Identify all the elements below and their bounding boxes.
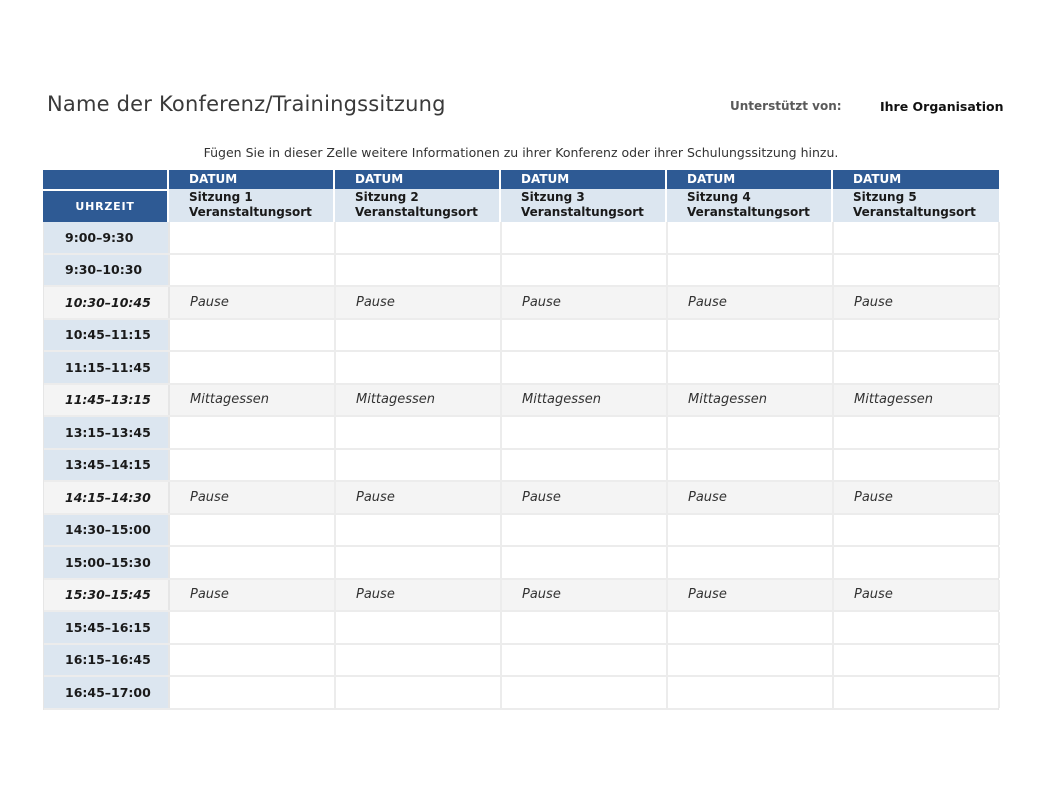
schedule-cell[interactable]: Mittagessen xyxy=(834,385,1000,416)
time-slot-cell[interactable]: 9:30–10:30 xyxy=(44,255,170,286)
schedule-cell[interactable] xyxy=(502,255,668,286)
schedule-cell[interactable] xyxy=(170,612,336,643)
info-subtitle[interactable]: Fügen Sie in dieser Zelle weitere Informationen zu ihrer Konferenz oder ihrer Schulungssitzung hinzu. xyxy=(203,145,839,160)
table-row xyxy=(44,677,998,710)
schedule-cell[interactable] xyxy=(336,417,502,448)
schedule-cell[interactable] xyxy=(502,320,668,351)
schedule-cell[interactable] xyxy=(336,222,502,253)
break-row xyxy=(44,482,998,515)
schedule-cell[interactable] xyxy=(336,255,502,286)
schedule-cell[interactable] xyxy=(834,222,1000,253)
schedule-cell[interactable]: Pause xyxy=(502,287,668,318)
schedule-cell[interactable] xyxy=(170,547,336,578)
time-slot-cell[interactable]: 14:30–15:00 xyxy=(44,515,170,546)
schedule-cell[interactable] xyxy=(170,222,336,253)
schedule-cell[interactable] xyxy=(834,677,1000,708)
date-cell[interactable]: DATUM xyxy=(501,170,667,189)
schedule-body xyxy=(43,222,999,710)
schedule-cell[interactable] xyxy=(336,450,502,481)
schedule-cell[interactable] xyxy=(502,222,668,253)
venue-name: Veranstaltungsort xyxy=(687,205,810,219)
time-slot-cell[interactable]: 14:15–14:30 xyxy=(44,482,170,513)
schedule-cell[interactable] xyxy=(502,515,668,546)
schedule-cell[interactable] xyxy=(170,645,336,676)
date-header-row xyxy=(43,170,999,189)
time-slot-cell[interactable]: 15:00–15:30 xyxy=(44,547,170,578)
schedule-cell[interactable]: Pause xyxy=(834,287,1000,318)
session-name: Sitzung 4 xyxy=(687,190,751,204)
session-name: Sitzung 2 xyxy=(355,190,419,204)
schedule-cell[interactable] xyxy=(834,417,1000,448)
session-header-cell[interactable] xyxy=(833,189,999,222)
time-slot-cell[interactable]: 13:45–14:15 xyxy=(44,450,170,481)
schedule-cell[interactable]: Pause xyxy=(170,482,336,513)
schedule-cell[interactable] xyxy=(502,352,668,383)
schedule-cell[interactable] xyxy=(502,645,668,676)
schedule-cell[interactable] xyxy=(170,450,336,481)
time-slot-cell[interactable]: 15:30–15:45 xyxy=(44,580,170,611)
schedule-cell[interactable]: Pause xyxy=(502,580,668,611)
session-header-cell[interactable] xyxy=(169,189,335,222)
schedule-cell[interactable]: Pause xyxy=(668,287,834,318)
schedule-cell[interactable] xyxy=(336,612,502,643)
session-name: Sitzung 5 xyxy=(853,190,917,204)
table-row xyxy=(44,450,998,483)
session-header-row xyxy=(43,189,999,222)
schedule-cell[interactable]: Pause xyxy=(834,482,1000,513)
date-cell[interactable]: DATUM xyxy=(335,170,501,189)
schedule-cell[interactable]: Mittagessen xyxy=(336,385,502,416)
schedule-cell[interactable] xyxy=(668,417,834,448)
schedule-cell[interactable] xyxy=(502,417,668,448)
schedule-cell[interactable] xyxy=(668,255,834,286)
schedule-cell[interactable]: Pause xyxy=(336,482,502,513)
schedule-cell[interactable] xyxy=(668,222,834,253)
time-slot-cell[interactable]: 13:15–13:45 xyxy=(44,417,170,448)
time-slot-cell[interactable]: 10:30–10:45 xyxy=(44,287,170,318)
time-slot-cell[interactable]: 9:00–9:30 xyxy=(44,222,170,253)
organization-name[interactable]: Ihre Organisation xyxy=(880,99,1004,114)
schedule-cell[interactable] xyxy=(668,677,834,708)
schedule-cell[interactable] xyxy=(336,547,502,578)
schedule-cell[interactable] xyxy=(668,352,834,383)
time-slot-cell[interactable]: 16:15–16:45 xyxy=(44,645,170,676)
break-row xyxy=(44,385,998,418)
schedule-cell[interactable]: Pause xyxy=(336,580,502,611)
time-slot-cell[interactable]: 15:45–16:15 xyxy=(44,612,170,643)
venue-name: Veranstaltungsort xyxy=(355,205,478,219)
schedule-cell[interactable] xyxy=(502,612,668,643)
time-slot-cell[interactable]: 10:45–11:15 xyxy=(44,320,170,351)
schedule-cell[interactable] xyxy=(834,352,1000,383)
schedule-cell[interactable] xyxy=(336,515,502,546)
schedule-cell[interactable]: Mittagessen xyxy=(668,385,834,416)
schedule-cell[interactable] xyxy=(502,547,668,578)
table-row xyxy=(44,222,998,255)
date-cell[interactable]: DATUM xyxy=(667,170,833,189)
schedule-cell[interactable] xyxy=(834,547,1000,578)
table-row xyxy=(44,352,998,385)
schedule-cell[interactable] xyxy=(668,547,834,578)
time-slot-cell[interactable]: 11:15–11:45 xyxy=(44,352,170,383)
session-header-cell[interactable] xyxy=(335,189,501,222)
schedule-cell[interactable] xyxy=(668,515,834,546)
date-cell[interactable]: DATUM xyxy=(169,170,335,189)
schedule-cell[interactable]: Pause xyxy=(336,287,502,318)
schedule-cell[interactable]: Pause xyxy=(668,580,834,611)
table-row xyxy=(44,255,998,288)
schedule-cell[interactable] xyxy=(336,352,502,383)
schedule-cell[interactable] xyxy=(668,450,834,481)
schedule-cell[interactable] xyxy=(170,255,336,286)
table-row xyxy=(44,417,998,450)
schedule-cell[interactable] xyxy=(668,612,834,643)
venue-name: Veranstaltungsort xyxy=(853,205,976,219)
time-slot-cell[interactable]: 16:45–17:00 xyxy=(44,677,170,708)
schedule-table xyxy=(43,170,999,710)
date-cell[interactable]: DATUM xyxy=(833,170,999,189)
schedule-cell[interactable]: Pause xyxy=(502,482,668,513)
session-name: Sitzung 1 xyxy=(189,190,253,204)
schedule-cell[interactable] xyxy=(834,612,1000,643)
break-row xyxy=(44,580,998,613)
time-slot-cell[interactable]: 11:45–13:15 xyxy=(44,385,170,416)
venue-name: Veranstaltungsort xyxy=(189,205,312,219)
schedule-cell[interactable]: Mittagessen xyxy=(170,385,336,416)
schedule-cell[interactable] xyxy=(502,677,668,708)
schedule-cell[interactable]: Pause xyxy=(170,287,336,318)
schedule-cell[interactable] xyxy=(336,677,502,708)
schedule-cell[interactable]: Mittagessen xyxy=(502,385,668,416)
schedule-cell[interactable] xyxy=(834,255,1000,286)
schedule-cell[interactable] xyxy=(170,677,336,708)
schedule-cell[interactable] xyxy=(170,417,336,448)
schedule-cell[interactable] xyxy=(668,320,834,351)
schedule-cell[interactable] xyxy=(170,320,336,351)
time-column-header: UHRZEIT xyxy=(43,189,169,222)
schedule-cell[interactable] xyxy=(336,645,502,676)
table-row xyxy=(44,612,998,645)
session-header-cell[interactable] xyxy=(501,189,667,222)
schedule-cell[interactable] xyxy=(834,515,1000,546)
session-header-cell[interactable] xyxy=(667,189,833,222)
page-title: Name der Konferenz/Trainingssitzung xyxy=(47,92,446,116)
schedule-cell[interactable]: Pause xyxy=(668,482,834,513)
session-name: Sitzung 3 xyxy=(521,190,585,204)
schedule-cell[interactable]: Pause xyxy=(170,580,336,611)
schedule-cell[interactable] xyxy=(668,645,834,676)
table-row xyxy=(44,515,998,548)
supported-by-label: Unterstützt von: xyxy=(730,99,842,113)
schedule-cell[interactable]: Pause xyxy=(834,580,1000,611)
schedule-cell[interactable] xyxy=(170,352,336,383)
table-row xyxy=(44,320,998,353)
schedule-cell[interactable] xyxy=(170,515,336,546)
schedule-cell[interactable] xyxy=(834,320,1000,351)
schedule-cell[interactable] xyxy=(834,645,1000,676)
schedule-cell[interactable] xyxy=(834,450,1000,481)
table-row xyxy=(44,547,998,580)
corner-cell xyxy=(43,170,169,189)
table-row xyxy=(44,645,998,678)
break-row xyxy=(44,287,998,320)
schedule-cell[interactable] xyxy=(336,320,502,351)
schedule-cell[interactable] xyxy=(502,450,668,481)
venue-name: Veranstaltungsort xyxy=(521,205,644,219)
